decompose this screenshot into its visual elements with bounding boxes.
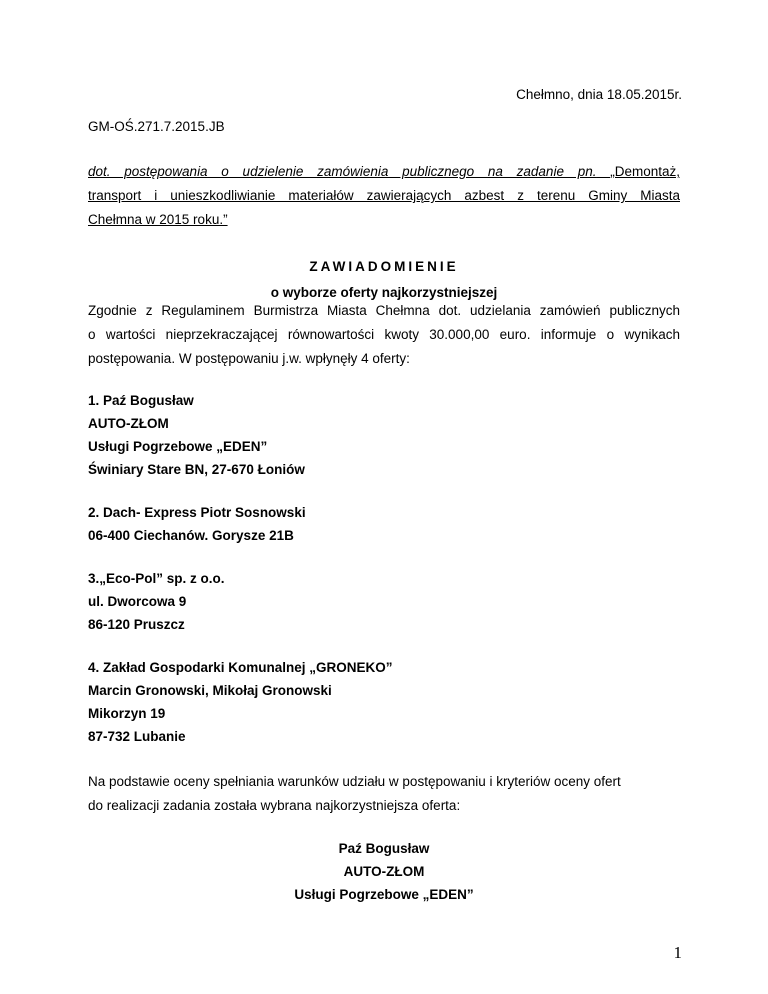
offer-3-line-2: ul. Dworcowa 9	[88, 594, 187, 609]
reference-number: GM-OŚ.271.7.2015.JB	[88, 119, 225, 134]
conclusion-line-1: Na podstawie oceny spełniania warunków udziału w postępowaniu i kryteriów oceny ofert	[88, 774, 621, 789]
offer-3-line-3: 86-120 Pruszcz	[88, 617, 185, 632]
offer-4-line-1: 4. Zakład Gospodarki Komunalnej „GRONEKO”	[88, 660, 393, 675]
offer-4-line-3: Mikorzyn 19	[88, 706, 166, 721]
offer-4-line-4: 87-732 Lubanie	[88, 729, 186, 744]
offer-1-line-1: 1. Paź Bogusław	[88, 393, 194, 408]
date-line: Chełmno, dnia 18.05.2015r.	[516, 87, 682, 102]
notice-subtitle: o wyborze oferty najkorzystniejszej	[270, 285, 498, 300]
offer-2-line-1: 2. Dach- Express Piotr Sosnowski	[88, 505, 306, 520]
notice-title: ZAWIADOMIENIE	[309, 259, 459, 274]
page-number: 1	[673, 943, 682, 962]
subject-line-1-italic: dot. postępowania o udzielenie zamówienia publicznego na zadanie pn.	[88, 164, 597, 179]
intro-line-2: o wartości nieprzekraczającej równowartości kwoty 30.000,00 euro. informuje o wynikach	[88, 327, 680, 342]
subject-line-1	[88, 164, 680, 180]
winner-line-1: Paź Bogusław	[338, 841, 430, 856]
offer-2-line-2: 06-400 Ciechanów. Gorysze 21B	[88, 528, 294, 543]
subject-line-3: Chełmna w 2015 roku.”	[88, 212, 228, 227]
subject-line-2: transport i unieszkodliwianie materiałów zawierających azbest z terenu Gminy Miasta	[88, 188, 680, 203]
offer-3-line-1: 3.„Eco-Pol” sp. z o.o.	[88, 571, 225, 586]
intro-line-1: Zgodnie z Regulaminem Burmistrza Miasta Chełmna dot. udzielania zamówień publicznych	[88, 303, 680, 318]
winner-line-2: AUTO-ZŁOM	[343, 864, 425, 879]
offer-1-line-2: AUTO-ZŁOM	[88, 416, 169, 431]
winner-line-3: Usługi Pogrzebowe „EDEN”	[294, 887, 474, 902]
offer-1-line-3: Usługi Pogrzebowe „EDEN”	[88, 439, 268, 454]
subject-line-1-rest: „Demontaż,	[610, 164, 680, 179]
offer-1-line-4: Świniary Stare BN, 27-670 Łoniów	[88, 462, 305, 477]
offer-4-line-2: Marcin Gronowski, Mikołaj Gronowski	[88, 683, 332, 698]
conclusion-line-2: do realizacji zadania została wybrana najkorzystniejsza oferta:	[88, 798, 461, 813]
intro-line-3: postępowania. W postępowaniu j.w. wpłynęły 4 oferty:	[88, 351, 410, 366]
